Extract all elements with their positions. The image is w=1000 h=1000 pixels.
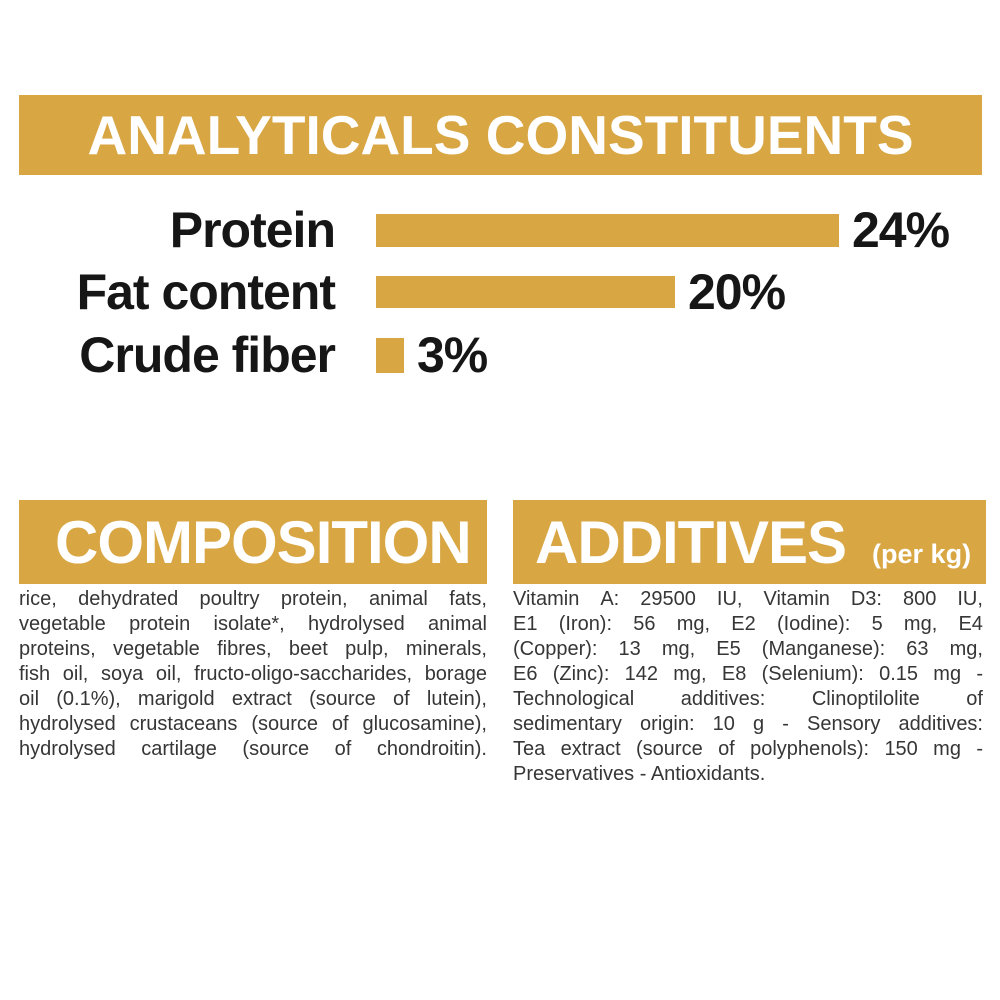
chart-row-protein xyxy=(0,202,1000,258)
composition-line: oil (0.1%), marigold extract (source of lutein), xyxy=(19,688,487,710)
fat-content-bar xyxy=(376,276,675,308)
additives-line: E6 (Zinc): 142 mg, E8 (Selenium): 0.15 mg - xyxy=(513,663,983,685)
composition-line: hydrolysed crustaceans (source of glucosamine), xyxy=(19,713,487,735)
analyticals-title: ANALYTICALS CONSTITUENTS xyxy=(87,104,914,166)
additives-heading-row xyxy=(535,508,971,577)
additives-text xyxy=(513,587,983,787)
protein-label: Protein xyxy=(169,202,335,258)
chart-row-fat-content xyxy=(0,264,1000,320)
additives-line: Preservatives - Antioxidants. xyxy=(513,763,766,785)
composition-line: rice, dehydrated poultry protein, animal fats, xyxy=(19,588,487,610)
composition-line: fish oil, soya oil, fructo-oligo-saccharides, borage xyxy=(19,663,487,685)
protein-bar xyxy=(376,214,839,247)
composition-text xyxy=(19,587,487,762)
composition-line: vegetable protein isolate*, hydrolysed animal xyxy=(19,613,487,635)
additives-line: Technological additives: Clinoptilolite of xyxy=(513,688,983,710)
crude-fiber-value: 3% xyxy=(417,327,488,383)
composition-title: COMPOSITION xyxy=(55,508,471,576)
chart-row-crude-fiber xyxy=(0,327,1000,383)
fat-content-label: Fat content xyxy=(76,264,335,320)
analyticals-banner xyxy=(19,95,982,175)
additives-title: ADDITIVES xyxy=(535,508,847,576)
additives-line: Tea extract (source of polyphenols): 150 mg - xyxy=(513,738,983,760)
composition-line: proteins, vegetable fibres, beet pulp, minerals, xyxy=(19,638,487,660)
crude-fiber-bar xyxy=(376,338,404,373)
crude-fiber-label: Crude fiber xyxy=(79,327,335,383)
additives-line: E1 (Iron): 56 mg, E2 (Iodine): 5 mg, E4 xyxy=(513,613,983,635)
composition-banner xyxy=(19,500,487,584)
additives-banner xyxy=(513,500,986,584)
additives-line: Vitamin A: 29500 IU, Vitamin D3: 800 IU, xyxy=(513,588,983,610)
additives-line: (Copper): 13 mg, E5 (Manganese): 63 mg, xyxy=(513,638,983,660)
composition-line: hydrolysed cartilage (source of chondroitin). xyxy=(19,738,487,760)
fat-content-value: 20% xyxy=(688,264,786,320)
protein-value: 24% xyxy=(852,202,950,258)
additives-per-kg-label: (per kg) xyxy=(872,538,972,569)
additives-line: sedimentary origin: 10 g - Sensory additives: xyxy=(513,713,983,735)
